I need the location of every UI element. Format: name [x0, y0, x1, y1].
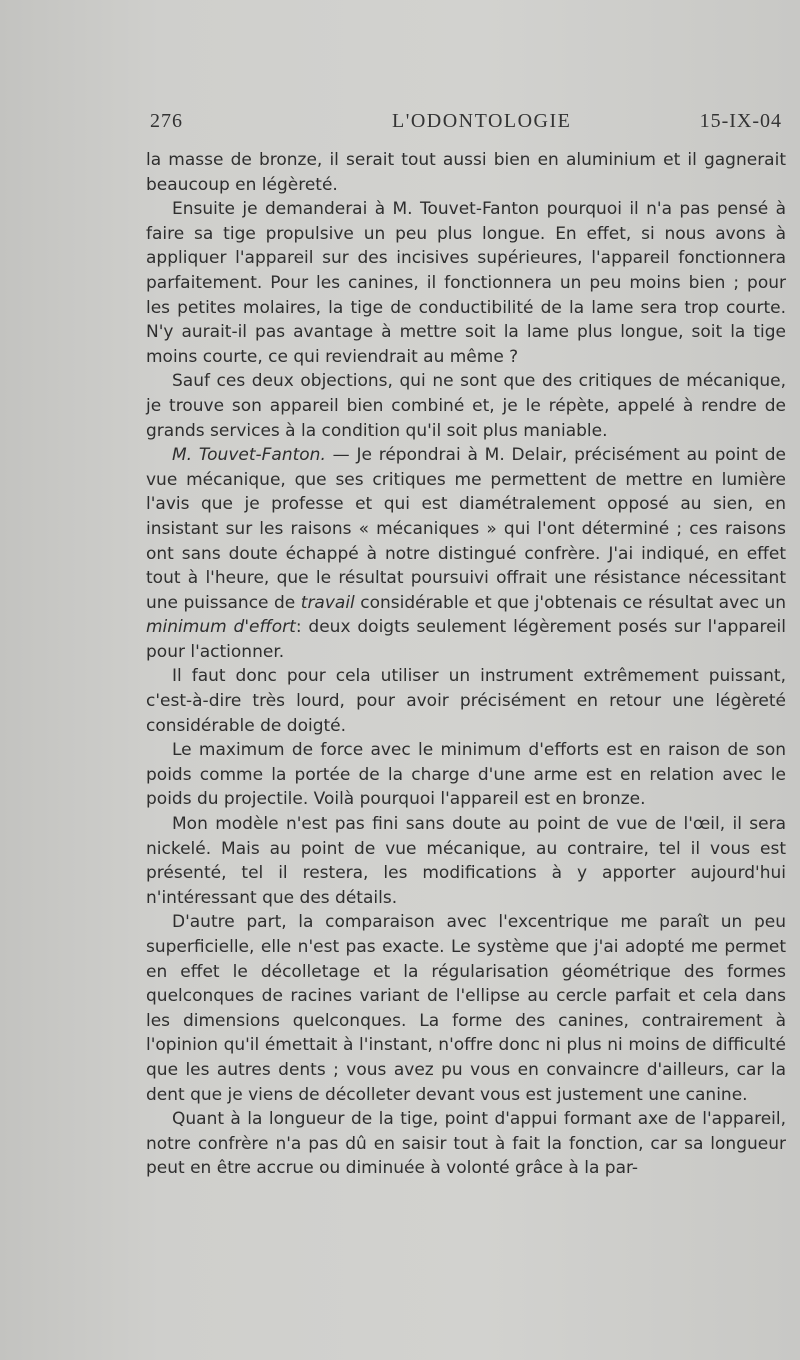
- paragraph: Quant à la longueur de la tige, point d'appui formant axe de l'appareil, notre confrère n'a pas dû en saisir tout à fait la fonction, car sa longueur peut en être accrue ou diminuée à volonté grâce à la par-: [146, 1109, 786, 1179]
- paragraph: Sauf ces deux objections, qui ne sont que des critiques de mécanique, je trouve son appareil bien combiné et, je le répète, appelé à rendre de grands services à la condition qu'il soit plus maniable.: [146, 371, 786, 441]
- journal-title: L'ODONTOLOGIE: [392, 110, 572, 132]
- paragraph: Le maximum de force avec le minimum d'efforts est en raison de son poids comme la portée de la charge d'une arme est en relation avec le poids du projectile. Voilà pourquoi l'appareil est en bronze.: [146, 740, 786, 810]
- running-head: [150, 110, 790, 140]
- paragraph: la masse de bronze, il serait tout aussi bien en aluminium et il gagnerait beaucoup en légèreté.: [146, 150, 786, 195]
- page-number: 276: [150, 110, 183, 132]
- paragraph: Il faut donc pour cela utiliser un instrument extrêmement puissant, c'est-à-dire très lourd, pour avoir précisément en retour une légèreté considérable de doigté.: [146, 666, 786, 736]
- speaker-name: M. Touvet-Fanton.: [172, 445, 326, 466]
- reply-text: — Je répondrai à M. Delair, précisément au point de vue mécanique, que ses critiques me permettent de mettre en lumière l'avis que je professe et qui est diamétralement opposé au sien, en insistant sur les raisons « mécaniques » qui l'ont déterminé ; ces raisons ont sans doute échappé à notre distingué confrère. J'ai indiqué, en effet tout à l'heure, que le résultat poursuivi offrait une résistance nécessitant une puissance de: [146, 445, 786, 613]
- paragraph: Mon modèle n'est pas fini sans doute au point de vue de l'œil, il sera nickelé. Mais au point de vue mécanique, au contraire, tel il vous est présenté, tel il restera, les modifications à y apporter aujourd'hui n'intéressant que des détails.: [146, 814, 786, 908]
- emphasis-text: travail: [300, 592, 355, 613]
- paragraph: D'autre part, la comparaison avec l'excentrique me paraît un peu superficielle, elle n'est pas exacte. Le système que j'ai adopté me permet en effet le décolletage et la régularisation géométrique des formes quelconques de racines variant de l'ellipse au cercle parfait et cela dans les dimensions quelconques. La forme des canines, contrairement à l'opinion qu'il émettait à l'instant, n'offre donc ni plus ni moins de difficulté que les autres dents ; vous avez pu vous en convaincre d'ailleurs, car la dent que je viens de décolleter devant vous est justement une canine.: [146, 912, 786, 1105]
- paragraph: Ensuite je demanderai à M. Touvet-Fanton pourquoi il n'a pas pensé à faire sa tige propulsive un peu plus longue. En effet, si nous avons à appliquer l'appareil sur des incisives supérieures, l'appareil fonctionnera parfaitement. Pour les canines, il fonctionnera un peu moins bien ; pour les petites molaires, la tige de conductibilité de la lame sera trop courte. N'y aurait-il pas avantage à mettre soit la lame plus longue, soit la tige moins courte, ce qui reviendrait au même ?: [146, 199, 786, 367]
- issue-date: 15-IX-04: [699, 110, 782, 132]
- reply-text: considérable et que j'obtenais ce résultat avec un: [354, 592, 786, 613]
- reply-paragraph: [146, 443, 786, 664]
- emphasis-text: minimum d'effort: [146, 617, 296, 638]
- body-text: [146, 148, 786, 1181]
- reply-text: : deux doigts seulement légèrement posés sur l'appareil pour l'actionner.: [146, 617, 787, 662]
